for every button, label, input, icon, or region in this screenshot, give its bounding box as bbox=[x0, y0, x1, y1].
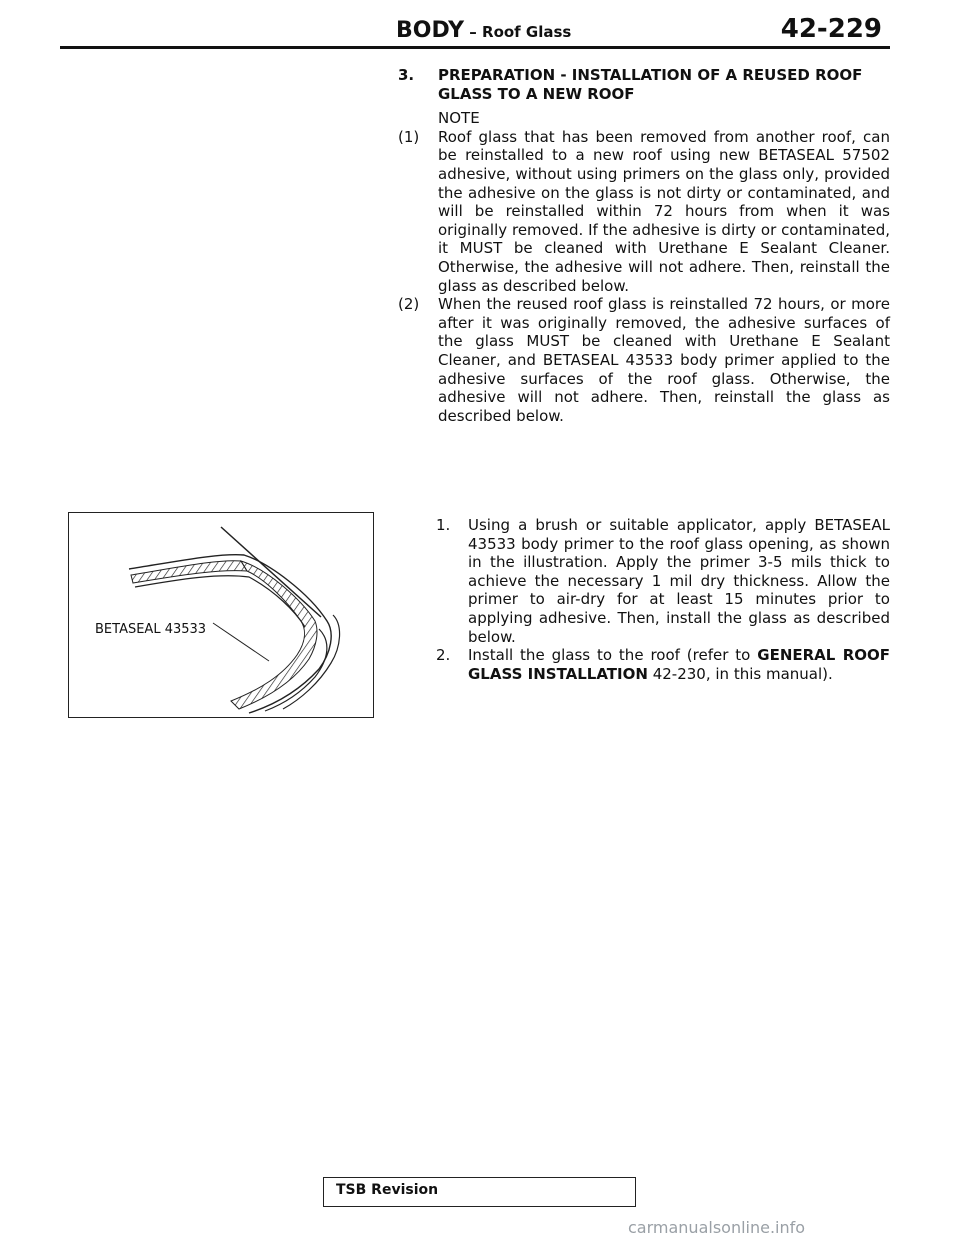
section-3 bbox=[398, 66, 890, 425]
note-item bbox=[398, 295, 890, 425]
note-text: When the reused roof glass is reinstalled 72 hours, or more after it was originally removed, the adhesive surfaces of the glass MUST be cleaned with Urethane E Sealant Cleaner, and BETASEAL 43533 body primer applied to the adhesive surfaces of the roof glass. Otherwise, the adhesive will not adhere. Then, reinstall the glass as described below. bbox=[438, 295, 890, 425]
step-number: 2. bbox=[436, 646, 451, 665]
note-item bbox=[398, 128, 890, 295]
note-label: NOTE bbox=[438, 109, 480, 128]
section-heading bbox=[398, 66, 890, 85]
tsb-revision-label: TSB Revision bbox=[336, 1182, 439, 1198]
roof-glass-opening-drawing bbox=[69, 513, 375, 719]
note-text: Roof glass that has been removed from another roof, can be reinstalled to a new roof using new BETASEAL 57502 adhesive, without using primers on the glass only, provided the adhesive on the glass is not dirty or contaminated, and will be reinstalled within 72 hours from when it was originally removed. If the adhesive is dirty or contaminated, it MUST be cleaned with Urethane E Sealant Cleaner. Otherwise, the adhesive will not adhere. Then, reinstall the glass as described below. bbox=[438, 127, 890, 295]
step-reference: GENERAL ROOF GLASS INSTALLATION bbox=[468, 646, 890, 683]
step-text-after: 42-230, in this manual). bbox=[647, 664, 833, 683]
section-number: 3. bbox=[398, 66, 415, 84]
step-item bbox=[436, 646, 890, 683]
header-rule bbox=[60, 46, 890, 49]
watermark: carmanualsonline.info bbox=[628, 1218, 806, 1237]
tsb-revision-box bbox=[323, 1177, 636, 1207]
section-title-line1: PREPARATION - INSTALLATION OF A REUSED ROOF bbox=[438, 66, 863, 84]
procedure-steps bbox=[436, 516, 890, 683]
step-text bbox=[468, 646, 890, 683]
note-number: (1) bbox=[398, 127, 420, 146]
note-number: (2) bbox=[398, 295, 420, 314]
step-number: 1. bbox=[436, 516, 451, 534]
step-item bbox=[436, 516, 890, 646]
header-title-sub: Roof Glass bbox=[482, 23, 572, 41]
step-text-before: Install the glass to the roof (refer to bbox=[468, 646, 758, 665]
section-title-line2: GLASS TO A NEW ROOF bbox=[438, 84, 635, 103]
header-title bbox=[396, 18, 571, 43]
header-title-main: BODY bbox=[396, 18, 465, 43]
callout-label: BETASEAL 43533 bbox=[95, 622, 207, 637]
primer-illustration bbox=[68, 512, 374, 718]
header-title-sep: – bbox=[464, 23, 483, 41]
page-header bbox=[60, 14, 890, 50]
step-text: Using a brush or suitable applicator, apply BETASEAL 43533 body primer to the roof glass opening, as shown in the illustration. Apply the primer 3-5 mils thick to achieve the necessary 1 mil dry thickness. Allow the primer to air-dry for at least 15 minutes prior to applying adhesive. Then, install the glass as described below. bbox=[468, 516, 890, 646]
page-number: 42-229 bbox=[780, 14, 882, 44]
